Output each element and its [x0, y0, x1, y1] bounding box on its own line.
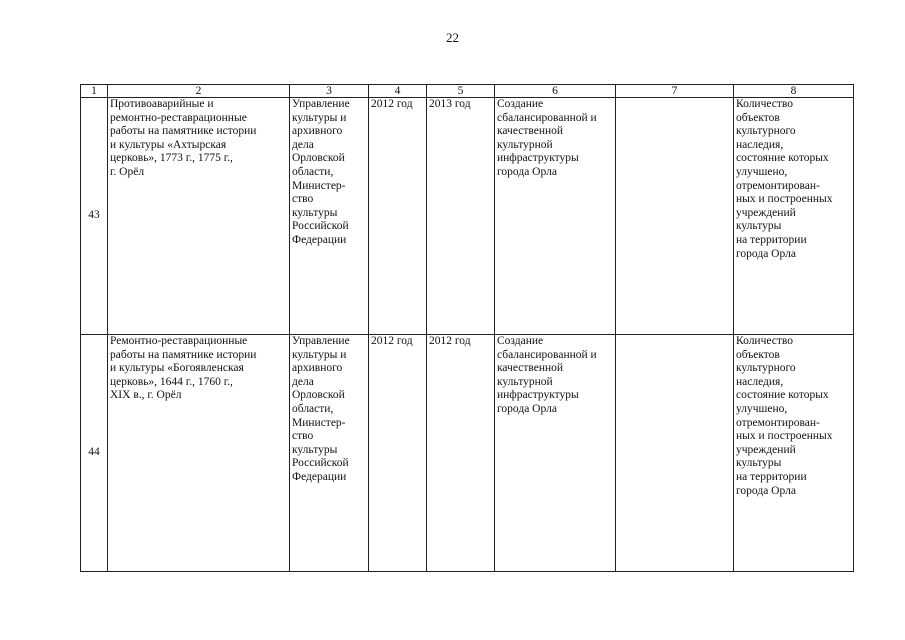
start-year: 2012 год	[369, 98, 427, 335]
header-col-2: 2	[108, 85, 290, 98]
row-number: 44	[81, 335, 108, 572]
header-col-6: 6	[495, 85, 616, 98]
table-header	[81, 85, 854, 98]
program-table	[80, 84, 854, 572]
table-body	[81, 98, 854, 572]
header-col-1: 1	[81, 85, 108, 98]
column-7-cell	[616, 335, 734, 572]
header-row	[81, 85, 854, 98]
work-description: Ремонтно-реставрационные работы на памятнике истории и культуры «Богоявленская церковь», 1644 г., 1760 г., XIX в., г. Орёл	[108, 335, 290, 572]
header-col-3: 3	[290, 85, 369, 98]
indicator: Количество объектов культурного наследия, состояние которых улучшено, отремонтирован- ных и построенных учреждений культуры на территории города Орла	[734, 98, 854, 335]
end-year: 2012 год	[427, 335, 495, 572]
header-col-5: 5	[427, 85, 495, 98]
executor: Управление культуры и архивного дела Орловской области, Министер- ство культуры Российской Федерации	[290, 335, 369, 572]
header-col-7: 7	[616, 85, 734, 98]
column-7-cell	[616, 98, 734, 335]
header-col-8: 8	[734, 85, 854, 98]
executor: Управление культуры и архивного дела Орловской области, Министер- ство культуры Российской Федерации	[290, 98, 369, 335]
goal: Создание сбалансированной и качественной культурной инфраструктуры города Орла	[495, 335, 616, 572]
page-number: 22	[446, 30, 459, 45]
table-row	[81, 335, 854, 572]
table-row	[81, 98, 854, 335]
row-number: 43	[81, 98, 108, 335]
header-col-4: 4	[369, 85, 427, 98]
goal: Создание сбалансированной и качественной культурной инфраструктуры города Орла	[495, 98, 616, 335]
work-description: Противоаварийные и ремонтно-реставрационные работы на памятнике истории и культуры «Ахтырская церковь», 1773 г., 1775 г., г. Орёл	[108, 98, 290, 335]
indicator: Количество объектов культурного наследия, состояние которых улучшено, отремонтирован- ных и построенных учреждений культуры на территории города Орла	[734, 335, 854, 572]
end-year: 2013 год	[427, 98, 495, 335]
start-year: 2012 год	[369, 335, 427, 572]
